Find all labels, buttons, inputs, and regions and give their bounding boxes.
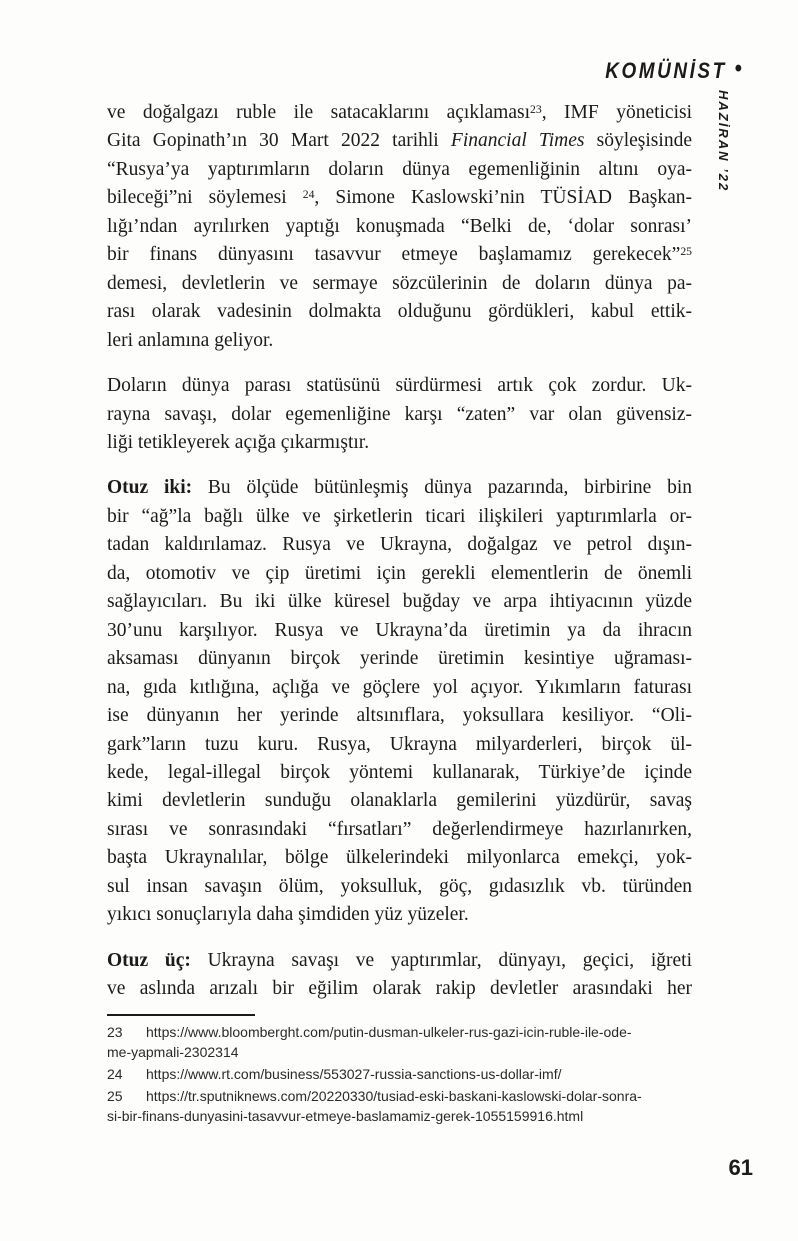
text-line: rayna savaşı, dolar egemenliğine karşı “zaten” var olan güvensiz- [107, 403, 692, 425]
footnote-line [107, 1022, 692, 1042]
text-line: aksaması dünyanın birçok yerinde üretimin kesintiye uğraması- [107, 648, 692, 670]
footnote-number: 25 [107, 1088, 123, 1104]
text-line: Doların dünya parası statüsünü sürdürmesi artık çok zordur. Uk- [107, 375, 692, 397]
text-line: lığı’ndan ayrılırken yaptığı konuşmada “Belki de, ‘dolar sonrası’ [107, 215, 692, 237]
footnote-line [107, 1086, 692, 1106]
text-line: sul insan savaşın ölüm, yoksulluk, göç, gıdasızlık vb. türünden [107, 875, 692, 897]
footnote-url: https://www.rt.com/business/553027-russia-sanctions-us-dollar-imf/ [146, 1066, 562, 1082]
footnote-item [107, 1064, 692, 1084]
text-line: bileceği”ni söylemesi $^{24}$, Simone Kaslowski’nin TÜSİAD Başkan- [107, 187, 692, 209]
text-line: başta Ukraynalılar, bölge ülkelerindeki milyonlarca emekçi, yok- [107, 847, 692, 869]
magazine-title: KOMÜNİST [605, 58, 728, 83]
footnote-line [107, 1042, 692, 1062]
body-text [107, 99, 692, 1004]
page-header [605, 55, 742, 84]
text-line: Otuz iki: Bu ölçüde bütünleşmiş dünya pazarında, birbirine bin [107, 477, 692, 499]
text-line: sırası ve sonrasındaki “fırsatları” değerlendirmeye hazırlanırken, [107, 818, 692, 840]
text-line: yıkıcı sonuçlarıyla daha şimdiden yüz yüzeler. [107, 904, 469, 926]
footnote-ref: 25 [680, 245, 692, 259]
footnote-item [107, 1086, 692, 1126]
text-line: “Rusya’ya yaptırımların doların dünya egemenliğinin altını oya- [107, 158, 692, 180]
footnotes-section [107, 1014, 692, 1128]
paragraph [107, 474, 692, 929]
text-line: bir finans dünyasını tasavvur etmeye başlamamız gerekecek”$^{25}$ [107, 244, 692, 266]
footnote-line [107, 1106, 692, 1126]
text-line: leri anlamına geliyor. [107, 329, 274, 351]
text-line: kimi devletlerin sunduğu olanaklarla gemilerini yüzdürür, savaş [107, 790, 692, 812]
text-line: rası olarak vadesinin dolmakta olduğunu gördükleri, kabul ettik- [107, 301, 692, 323]
text-line: Gita Gopinath’ın 30 Mart 2022 tarihli Financial Times söyleşisinde [107, 130, 692, 152]
text-line: na, gıda kıtlığına, açlığa ve göçlere yol açıyor. Yıkımların faturası [107, 676, 692, 698]
text-line: da, otomotiv ve çip üretimi için gerekli elementlerin de önemli [107, 562, 692, 584]
text-line: ve doğalgazı ruble ile satacaklarını açıklaması$^{23}$, IMF yöneticisi [107, 102, 693, 123]
text-line: 30’unu karşılıyor. Rusya ve Ukrayna’da üretimin ya da ihracın [107, 619, 692, 641]
footnote-ref: 24 [302, 188, 315, 202]
paragraph [107, 99, 692, 355]
footnote-url: si-bir-finans-dunyasini-tasavvur-etmeye-baslamamiz-gerek-1055159916.html [107, 1108, 584, 1124]
bold-text: Otuz üç: [107, 949, 191, 971]
bold-text: Otuz iki: [107, 477, 193, 499]
footnote-line [107, 1064, 692, 1084]
footnote-rule [107, 1014, 255, 1016]
text-line: tadan kaldırılamaz. Rusya ve Ukrayna, doğalgaz ve petrol dışın- [107, 534, 692, 556]
text-line: ve aslında arızalı bir eğilim olarak rakip devletler arasındaki her [107, 978, 692, 1000]
text-line: sağlayıcıları. Bu iki ülke küresel buğday ve arpa ihtiyacının yüzde [107, 591, 692, 613]
footnote-list [107, 1022, 692, 1126]
text-line: Otuz üç: Ukrayna savaşı ve yaptırımlar, dünyayı, geçici, iğreti [107, 949, 693, 971]
footnote-url: me-yapmali-2302314 [107, 1044, 239, 1060]
footnote-url: https://www.bloomberght.com/putin-dusman-ulkeler-rus-gazi-icin-ruble-ile-ode- [146, 1024, 632, 1040]
text-line: kede, legal-illegal birçok yöntemi kullanarak, Türkiye’de içinde [107, 761, 692, 783]
text-line: ise dünyanın her yerinde altsınıflara, yoksullara kesiliyor. “Oli- [107, 705, 692, 727]
footnote-ref: 23 [530, 102, 542, 116]
text-line: liği tetikleyerek açığa çıkarmıştır. [107, 431, 370, 453]
text-line: bir “ağ”la bağlı ülke ve şirketlerin ticari ilişkileri yaptırımlarla or- [107, 505, 692, 527]
issue-label: HAZİRAN ’22 [716, 90, 731, 193]
footnote-number: 24 [107, 1066, 123, 1082]
text-line: demesi, devletlerin ve sermaye sözcülerinin de doların dünya pa- [107, 272, 692, 294]
text-line: gark”ların tuzu kuru. Rusya, Ukrayna milyarderleri, birçok ül- [107, 733, 692, 755]
paragraph [107, 947, 692, 1004]
page-number: 61 [728, 1155, 753, 1180]
footnote-number: 23 [107, 1024, 123, 1040]
footnote-item [107, 1022, 692, 1062]
paragraph [107, 372, 692, 457]
italic-text: Financial Times [450, 130, 585, 152]
header-bullet-icon: • [734, 55, 742, 82]
footnote-url: https://tr.sputniknews.com/20220330/tusiad-eski-baskani-kaslowski-dolar-sonra- [146, 1088, 642, 1104]
